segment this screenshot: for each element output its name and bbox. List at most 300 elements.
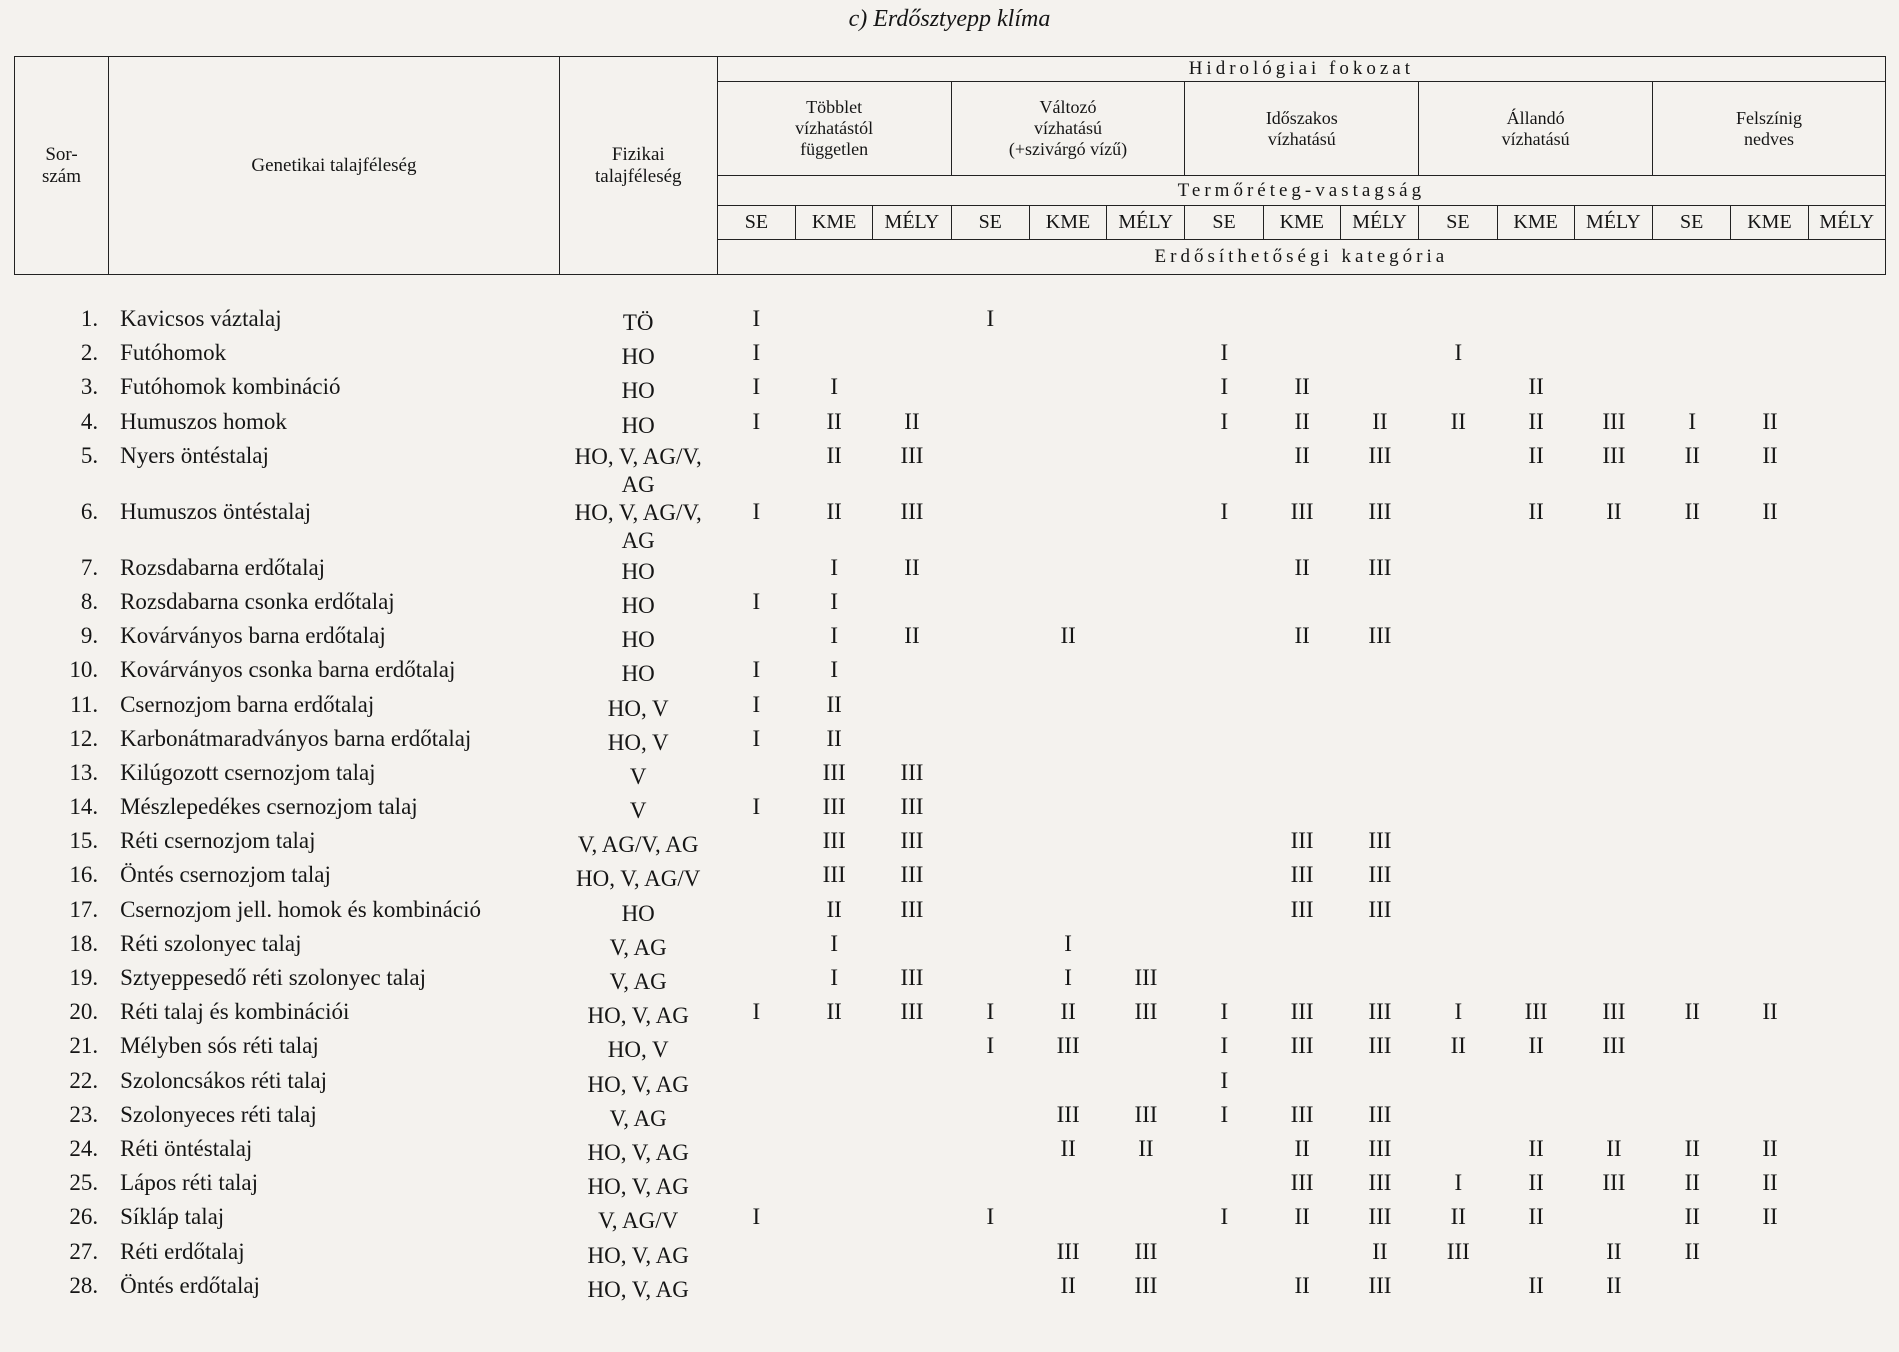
physical-type: V, AG [609,934,667,960]
category-cell [873,1204,951,1238]
category-cell: II [826,691,842,717]
category-cell [1731,760,1808,794]
category-cell [1264,760,1341,794]
category-cell [1030,589,1107,623]
category-cell [796,1239,873,1273]
row-number: 21. [69,1033,99,1059]
category-cell: III [1368,1272,1392,1298]
category-cell: I [1220,999,1229,1025]
subcol-header: SE [717,206,795,240]
category-cell: I [986,999,995,1025]
category-cell: III [1290,1101,1314,1127]
category-cell [873,1068,951,1102]
category-cell: III [1134,1238,1158,1264]
category-cell: I [1064,930,1072,956]
category-cell [796,1273,873,1307]
category-cell: II [1372,1238,1388,1264]
category-cell [1030,692,1107,726]
table-row [14,374,1886,408]
category-cell [1653,589,1731,623]
category-cell: I [986,306,995,331]
table-row [14,794,1886,828]
row-number: 25. [69,1170,99,1196]
row-number: 24. [69,1135,99,1161]
category-cell [1809,1204,1886,1238]
soil-name: Réti talaj és kombinációi [120,999,350,1025]
category-cell: I [830,554,838,580]
category-cell [1341,794,1419,828]
category-cell [1653,340,1731,374]
soil-name: Kavicsos váztalaj [120,306,282,331]
category-cell: I [1688,408,1697,434]
category-cell: II [1606,1238,1622,1264]
category-cell: II [1684,442,1700,468]
category-cell: III [1290,999,1314,1025]
table-row [14,409,1886,443]
category-cell: III [1290,498,1314,524]
category-cell [717,1136,795,1170]
category-cell: III [900,442,924,468]
soil-name: Karbonátmaradványos barna erdőtalaj [120,725,472,751]
category-cell [1341,965,1419,999]
physical-type: V, AG/V [598,1208,679,1234]
category-cell [951,555,1029,589]
category-cell: II [1684,999,1700,1025]
category-cell [1185,897,1263,931]
category-cell: III [1368,828,1392,854]
category-cell: III [1368,498,1392,524]
category-cell [1497,794,1574,828]
category-cell: III [1368,554,1392,580]
category-cell [1419,862,1497,896]
category-cell [1185,828,1263,862]
category-cell [1575,657,1653,691]
category-cell: II [904,408,920,434]
table-row [14,589,1886,623]
category-cell: I [752,498,761,524]
table-row [14,1033,1886,1067]
category-cell: II [1762,1170,1778,1196]
soil-name: Humuszos öntéstalaj [120,498,312,524]
category-cell [1419,623,1497,657]
soil-name: Futóhomok [120,340,227,366]
category-cell: III [1368,1170,1392,1196]
category-cell: III [1602,442,1626,468]
category-cell [873,340,951,374]
category-cell: II [1294,1272,1310,1298]
category-cell [1264,306,1341,340]
category-cell: I [752,1204,761,1230]
category-cell [1809,657,1886,691]
category-cell: II [1528,1135,1544,1161]
category-cell [1809,931,1886,965]
category-cell: II [1450,1204,1466,1230]
category-cell: II [826,725,842,751]
category-cell [1809,692,1886,726]
category-cell [1030,726,1107,760]
category-cell [1653,623,1731,657]
category-cell [1185,1239,1263,1273]
category-cell [1419,306,1497,340]
category-cell [1497,726,1574,760]
table-row [14,999,1886,1033]
category-cell: III [1056,1238,1080,1264]
category-cell [1497,862,1574,896]
category-cell [873,1033,951,1067]
category-cell: II [1762,1135,1778,1161]
category-cell: III [900,794,924,820]
category-cell: III [1290,896,1314,922]
physical-type: V [629,798,647,824]
category-cell: III [900,965,924,990]
category-cell [1264,589,1341,623]
category-cell [1653,897,1731,931]
physical-type: HO [621,661,655,687]
soil-name: Rozsdabarna erdőtalaj [120,554,326,580]
category-cell [1731,726,1808,760]
soil-name: Réti csernozjom talaj [120,828,316,854]
category-cell [1419,589,1497,623]
row-number: 6. [80,498,99,524]
category-cell [1809,499,1886,555]
soil-name: Szoloncsákos réti talaj [120,1067,328,1093]
category-cell [1653,374,1731,408]
subcol-header: KME [1497,206,1574,240]
subcol-header: SE [1185,206,1263,240]
category-cell: II [1528,374,1544,400]
category-cell [717,897,795,931]
category-cell [1731,1033,1808,1067]
category-cell [1107,443,1185,499]
category-cell: II [826,999,842,1025]
category-cell: III [822,759,846,785]
category-cell [951,965,1029,999]
category-cell: II [1528,1204,1544,1230]
category-cell: III [1290,1170,1314,1196]
category-cell: III [900,862,924,888]
category-cell [1419,760,1497,794]
category-cell: II [826,896,842,922]
category-cell [1575,306,1653,340]
table-row [14,862,1886,896]
category-cell [1107,692,1185,726]
category-cell [1341,760,1419,794]
category-cell: I [1220,340,1229,366]
row-number: 13. [69,759,99,785]
category-cell [1809,965,1886,999]
category-cell: II [1528,1033,1544,1059]
category-cell [1575,828,1653,862]
physical-type: HO [621,344,655,370]
physical-type: HO [621,412,655,438]
category-cell: III [822,862,846,888]
category-cell: II [1528,408,1544,434]
category-cell [1107,623,1185,657]
category-cell [1341,374,1419,408]
category-cell: II [1762,408,1778,434]
category-cell [873,1170,951,1204]
category-cell [1575,374,1653,408]
category-cell [951,931,1029,965]
group-felszinig: Felszínig nedves [1653,82,1886,176]
group-idoszakos: Időszakos vízhatású [1185,82,1419,176]
category-cell [1185,657,1263,691]
category-cell: III [1368,623,1392,649]
category-cell [1030,306,1107,340]
category-cell [1809,897,1886,931]
category-cell [951,589,1029,623]
category-cell [951,726,1029,760]
category-cell [1185,555,1263,589]
category-cell [1107,726,1185,760]
physical-type: HO, V, AG/V, AG [574,443,702,497]
category-cell [1419,374,1497,408]
category-cell: II [1294,408,1310,434]
category-cell [1107,409,1185,443]
row-number: 3. [80,374,99,400]
category-cell [717,1239,795,1273]
category-cell [1030,657,1107,691]
table-row [14,1136,1886,1170]
category-cell [717,931,795,965]
category-cell [1653,555,1731,589]
category-cell: III [1368,862,1392,888]
category-cell: I [752,725,761,751]
category-cell [1653,794,1731,828]
soil-name: Síkláp talaj [120,1204,225,1230]
category-cell: III [1602,999,1626,1025]
row-number: 12. [69,725,99,751]
category-cell: I [752,408,761,434]
category-cell [1653,726,1731,760]
row-number: 8. [80,588,99,614]
physical-type: V, AG [609,1105,667,1131]
category-cell [1185,965,1263,999]
soil-name: Futóhomok kombináció [120,374,341,400]
category-cell [1419,726,1497,760]
category-cell: II [1684,1204,1700,1230]
category-cell [951,1102,1029,1136]
row-number: 22. [69,1067,99,1093]
category-cell [1497,657,1574,691]
category-cell [1731,692,1808,726]
category-cell: III [1368,1033,1392,1059]
category-cell: III [1602,1170,1626,1196]
category-cell [1030,1068,1107,1102]
category-cell: III [900,498,924,524]
soil-name: Humuszos homok [120,408,287,434]
category-cell: I [752,657,761,683]
category-cell: III [1524,999,1548,1025]
category-cell: II [826,498,842,524]
category-cell [1341,657,1419,691]
category-cell [1575,760,1653,794]
category-cell [1419,1102,1497,1136]
category-cell [1419,555,1497,589]
physical-type: HO, V, AG/V, AG [574,499,702,553]
category-cell [1809,306,1886,340]
row-number: 4. [80,408,99,434]
category-cell [1030,794,1107,828]
subcol-header: MÉLY [1340,206,1418,240]
category-cell [1809,1239,1886,1273]
category-cell [717,828,795,862]
category-cell [1185,623,1263,657]
category-cell: II [826,408,842,434]
soil-name: Szolonyeces réti talaj [120,1101,317,1127]
category-cell: I [830,374,838,400]
physical-type: HO [621,900,655,926]
category-cell [1030,1204,1107,1238]
category-cell: II [1294,374,1310,400]
category-cell [1107,1068,1185,1102]
subcol-header: MÉLY [1808,206,1885,240]
category-cell [1653,1273,1731,1307]
category-cell [1107,555,1185,589]
category-cell [1575,692,1653,726]
category-cell: II [1294,442,1310,468]
category-cell: II [1762,498,1778,524]
table-row [14,965,1886,999]
category-cell: II [1684,1238,1700,1264]
category-cell: II [1528,442,1544,468]
category-cell: II [1528,1170,1544,1196]
category-cell: II [1060,999,1076,1025]
subcol-header: KME [796,206,873,240]
soil-name: Réti erdőtalaj [120,1238,245,1264]
soil-name: Csernozjom jell. homok és kombináció [120,896,481,922]
soil-name: Kovárványos csonka barna erdőtalaj [120,657,456,683]
category-cell [873,1273,951,1307]
category-cell [1419,657,1497,691]
category-cell: III [822,828,846,854]
category-cell: II [1294,623,1310,649]
table-row [14,657,1886,691]
category-cell [1107,499,1185,555]
header-termoreteg: Termőréteg-vastagság [717,176,1885,206]
header-genetikai: Genetikai talajféleség [109,57,560,275]
category-cell [873,657,951,691]
category-cell [1731,897,1808,931]
category-cell [951,657,1029,691]
category-cell [1497,1239,1574,1273]
category-cell: I [752,340,761,366]
physical-type: TÖ [622,310,654,335]
category-cell [1809,340,1886,374]
category-cell [1185,760,1263,794]
category-cell [1731,862,1808,896]
category-cell: II [1762,999,1778,1025]
category-cell [1030,409,1107,443]
category-cell: I [830,623,838,649]
category-cell [1809,794,1886,828]
category-cell: II [1762,442,1778,468]
category-cell [1731,1239,1808,1273]
category-cell: I [752,794,761,820]
category-cell [1264,794,1341,828]
group-valtozo: Változó vízhatású (+szivárgó vízű) [951,82,1185,176]
category-cell [1731,589,1808,623]
physical-type: HO, V, AG [587,1139,689,1165]
category-cell: III [1368,896,1392,922]
category-cell [1419,931,1497,965]
row-number: 20. [69,999,99,1025]
row-number: 2. [80,340,99,366]
soil-name: Sztyeppesedő réti szolonyec talaj [120,965,426,990]
row-number: 26. [69,1204,99,1230]
category-cell: I [830,588,838,614]
category-cell [1653,1102,1731,1136]
category-cell [1497,555,1574,589]
category-cell: III [1290,862,1314,888]
category-cell [1030,374,1107,408]
category-cell: III [1602,1033,1626,1059]
category-cell [1497,589,1574,623]
category-cell [1575,794,1653,828]
physical-type: HO [621,592,655,618]
category-cell: III [1446,1238,1470,1264]
table-row [14,555,1886,589]
table-row [14,760,1886,794]
soil-name: Réti szolonyec talaj [120,930,302,956]
row-number: 14. [69,794,99,820]
category-cell [873,1102,951,1136]
category-cell [1653,1033,1731,1067]
category-cell: III [1290,1033,1314,1059]
category-cell [1185,1170,1263,1204]
row-number: 9. [80,623,99,649]
category-cell: III [900,896,924,922]
table-row [14,1204,1886,1238]
category-cell: I [830,930,838,956]
category-cell [1264,931,1341,965]
soil-name: Öntés erdőtalaj [120,1272,260,1298]
category-cell [1731,931,1808,965]
category-cell: III [1368,1204,1392,1230]
category-cell [951,692,1029,726]
category-cell [1341,692,1419,726]
category-cell [951,409,1029,443]
category-cell [717,1068,795,1102]
subcol-header: SE [1419,206,1497,240]
data-table [14,306,1886,1307]
soil-name: Kovárványos barna erdőtalaj [120,623,386,649]
category-cell [873,374,951,408]
category-cell [1575,726,1653,760]
category-cell: II [1684,498,1700,524]
category-cell [1653,965,1731,999]
subcol-header: MÉLY [873,206,951,240]
category-cell: II [1450,1033,1466,1059]
category-cell [1731,1102,1808,1136]
category-cell [873,1136,951,1170]
table-row [14,1068,1886,1102]
category-cell [1653,657,1731,691]
category-cell [796,1033,873,1067]
category-cell [1107,1204,1185,1238]
category-cell [796,340,873,374]
row-number: 23. [69,1101,99,1127]
table-row [14,931,1886,965]
category-cell: III [1134,1272,1158,1298]
category-cell: III [1134,999,1158,1025]
category-cell [717,443,795,499]
category-cell [1107,1033,1185,1067]
category-cell: I [830,965,838,990]
category-cell [951,828,1029,862]
category-cell [1809,374,1886,408]
category-cell [1185,589,1263,623]
